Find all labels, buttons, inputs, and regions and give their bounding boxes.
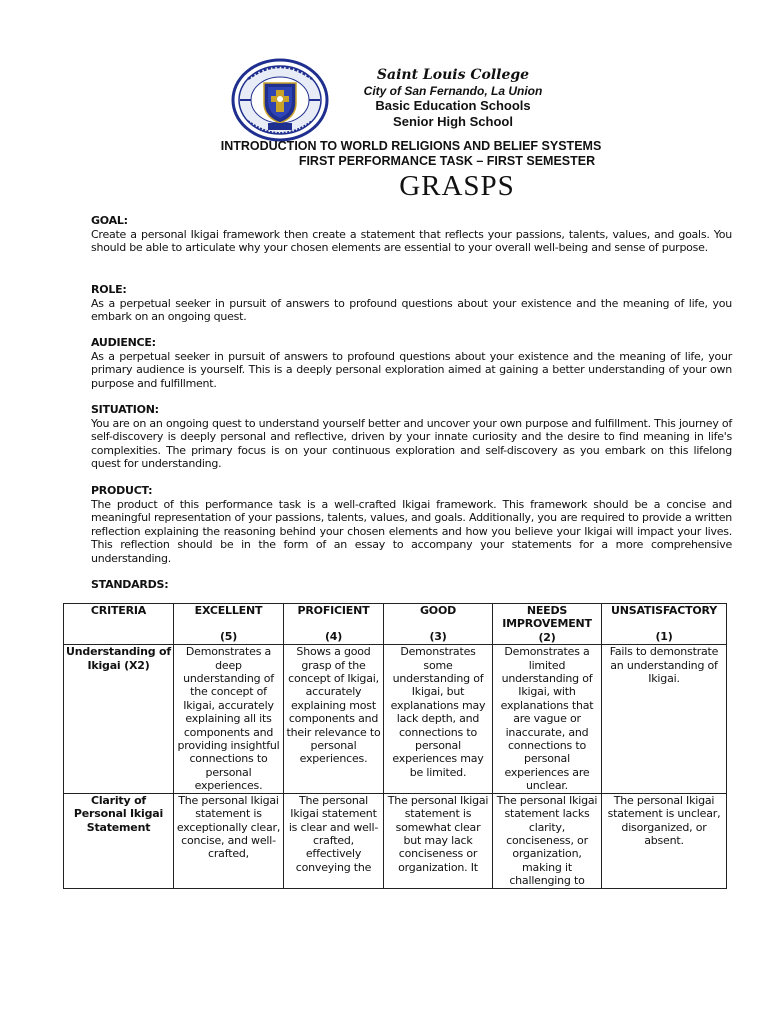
document-title: GRASPS [399,170,515,202]
school-unit: Senior High School [393,114,513,129]
school-seal-logo [230,57,340,143]
goal-section [91,214,732,255]
task-title: FIRST PERFORMANCE TASK – FIRST SEMESTER [298,154,596,168]
rubric-criteria-cell: Clarity of Personal Ikigai Statement [64,793,174,888]
school-division: Basic Education Schools [375,98,531,113]
rubric-row [64,793,727,888]
rubric-cell: Fails to demonstrate an understanding of Ikigai. [602,645,727,793]
role-heading: ROLE: [91,283,127,296]
standards-heading: STANDARDS: [91,578,169,591]
rubric-table [63,603,727,889]
rubric-cell: The personal Ikigai statement is somewhat clear but may lack conciseness or organization. It [384,793,493,888]
rubric-header-proficient: PROFICIENT (4) [284,604,384,645]
situation-body: You are on an ongoing quest to understand yourself better and uncover your own purpose and fulfillment. This journey of self-discovery is deeply personal and reflective, driven by your innate curiosity and the desire to find meaning in life's complexities. The primary focus is on your continuous exploration and self-discovery as you embark on this lifelong quest for understanding. [91,416,732,470]
audience-heading: AUDIENCE: [91,336,156,349]
product-heading: PRODUCT: [91,484,153,497]
rubric-row [64,645,727,793]
rubric-header-criteria: CRITERIA [64,604,174,645]
rubric-cell: Demonstrates a deep understanding of the concept of Ikigai, accurately explaining all its components and providing insightful connections to personal experiences. [174,645,284,793]
situation-section [91,403,732,471]
rubric-header-good: GOOD (3) [384,604,493,645]
rubric-cell: The personal Ikigai statement is clear and well-crafted, effectively conveying the [284,793,384,888]
standards-section [91,578,732,592]
role-body: As a perpetual seeker in pursuit of answers to profound questions about your existence and the meaning of life, you embark on an ongoing quest. [91,296,732,323]
rubric-header-needs-improvement: NEEDS IMPROVEMENT (2) [493,604,602,645]
rubric-criteria-cell: Understanding of Ikigai (X2) [64,645,174,793]
school-name: Saint Louis College [376,67,530,83]
rubric-cell: Demonstrates a limited understanding of Ikigai, with explanations that are vague or inaccurate, and connections to personal experiences are unclear. [493,645,602,793]
rubric-cell: The personal Ikigai statement is unclear, disorganized, or absent. [602,793,727,888]
rubric-cell: The personal Ikigai statement lacks clarity, conciseness, or organization, making it challenging to [493,793,602,888]
school-header [334,66,572,130]
goal-body: Create a personal Ikigai framework then create a statement that reflects your passions, talents, values, and goals. You should be able to articulate why your chosen elements are essential to your overall well-being and sense of purpose. [91,227,732,254]
audience-body: As a perpetual seeker in pursuit of answers to profound questions about your existence and the meaning of life, your primary audience is yourself. This is a deeply personal exploration aimed at gaining a better understanding of your own purpose and fulfillment. [91,349,732,390]
audience-section [91,336,732,390]
goal-heading: GOAL: [91,214,128,227]
product-body: The product of this performance task is a well-crafted Ikigai framework. This framework should be a concise and meaningful representation of your passions, talents, values, and goals. Additionally, you are required to provide a written reflection explaining the reasoning behind your chosen elements and how you believe your Ikigai will impact your lives. This reflection should be in the form of an essay to accompany your statements for a more comprehensive understanding. [91,497,732,565]
rubric-cell: Demonstrates some understanding of Ikigai, but explanations may lack depth, and connections to personal experiences may be limited. [384,645,493,793]
situation-heading: SITUATION: [91,403,159,416]
rubric-header-row [64,604,727,645]
product-section [91,484,732,565]
rubric-header-excellent: EXCELLENT (5) [174,604,284,645]
rubric-cell: The personal Ikigai statement is exceptionally clear, concise, and well-crafted, [174,793,284,888]
rubric-header-unsatisfactory: UNSATISFACTORY (1) [602,604,727,645]
rubric-cell: Shows a good grasp of the concept of Ikigai, accurately explaining most components and their relevance to personal experiences. [284,645,384,793]
course-title: INTRODUCTION TO WORLD RELIGIONS AND BELIEF SYSTEMS [220,139,602,153]
school-city: City of San Fernando, La Union [363,84,543,98]
role-section [91,283,732,324]
